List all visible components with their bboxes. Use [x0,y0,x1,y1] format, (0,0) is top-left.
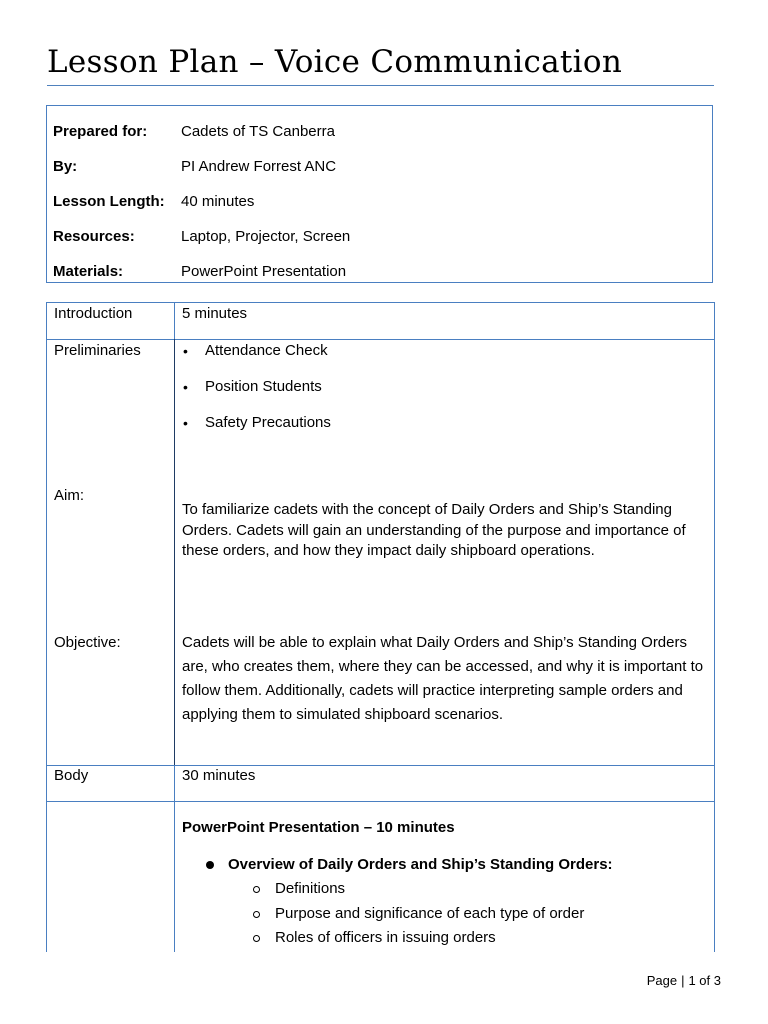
info-value: Laptop, Projector, Screen [181,228,351,245]
lesson-table [46,302,715,952]
table-border-top [46,302,715,303]
info-label: Prepared for: [53,123,148,140]
lesson-info-box [46,105,713,283]
page-footer [647,973,721,988]
footer-separator: | [681,973,685,988]
preliminaries-item: Safety Precautions [205,414,331,431]
table-column-divider [174,765,175,952]
presentation-heading: PowerPoint Presentation – 10 minutes [182,819,455,836]
info-value: Cadets of TS Canberra [181,123,335,140]
info-value: 40 minutes [181,193,255,210]
table-column-divider [174,302,175,339]
table-row-divider [46,801,715,802]
table-border-left [46,302,47,952]
preliminaries-label: Preliminaries [54,342,141,359]
presentation-subitem: Definitions [275,880,346,897]
circle-bullet-icon [253,911,260,918]
table-row-divider [46,339,715,340]
introduction-duration: 5 minutes [182,305,248,322]
presentation-subitem: Purpose and significance of each type of order [275,905,585,922]
preliminaries-item: Attendance Check [205,342,328,359]
body-duration: 30 minutes [182,767,256,784]
table-row-divider [46,765,715,766]
objective-label: Objective: [54,634,121,651]
page-label: Page [646,973,678,988]
presentation-topic: Overview of Daily Orders and Ship’s Standing Orders: [228,856,613,873]
presentation-subitem: Roles of officers in issuing orders [275,929,496,946]
aim-label: Aim: [54,487,84,504]
info-label: Materials: [53,263,124,280]
table-border-right [714,302,715,952]
title-divider [47,85,714,86]
info-label: Resources: [53,228,135,245]
info-value: PI Andrew Forrest ANC [181,158,337,175]
page-number: 1 of 3 [688,973,721,988]
aim-text: To familiarize cadets with the concept of Daily Orders and Ship’s Standing Orders. Cadets will gain an understanding of the purpose and importance of these orders, and how they impact daily shipboard operations. [182,501,686,559]
bullet-icon: • [183,379,188,395]
preliminaries-item: Position Students [205,378,322,395]
bullet-icon: • [183,343,188,359]
circle-bullet-icon [253,886,260,893]
document-title: Lesson Plan – Voice Communication [47,44,623,80]
circle-bullet-icon [253,935,260,942]
objective-text: Cadets will be able to explain what Daily Orders and Ship’s Standing Orders are, who creates them, where they can be accessed, and why it is important to follow them. Additionally, cadets will practice interpreting sample orders and applying them to simulated shipboard scenarios. [182,634,704,723]
introduction-label: Introduction [54,305,133,322]
table-column-divider [174,339,175,765]
bullet-icon: • [183,415,188,431]
info-label: By: [53,158,78,175]
info-label: Lesson Length: [53,193,165,210]
filled-bullet-icon [206,861,214,869]
body-label: Body [54,767,89,784]
info-value: PowerPoint Presentation [181,263,347,280]
